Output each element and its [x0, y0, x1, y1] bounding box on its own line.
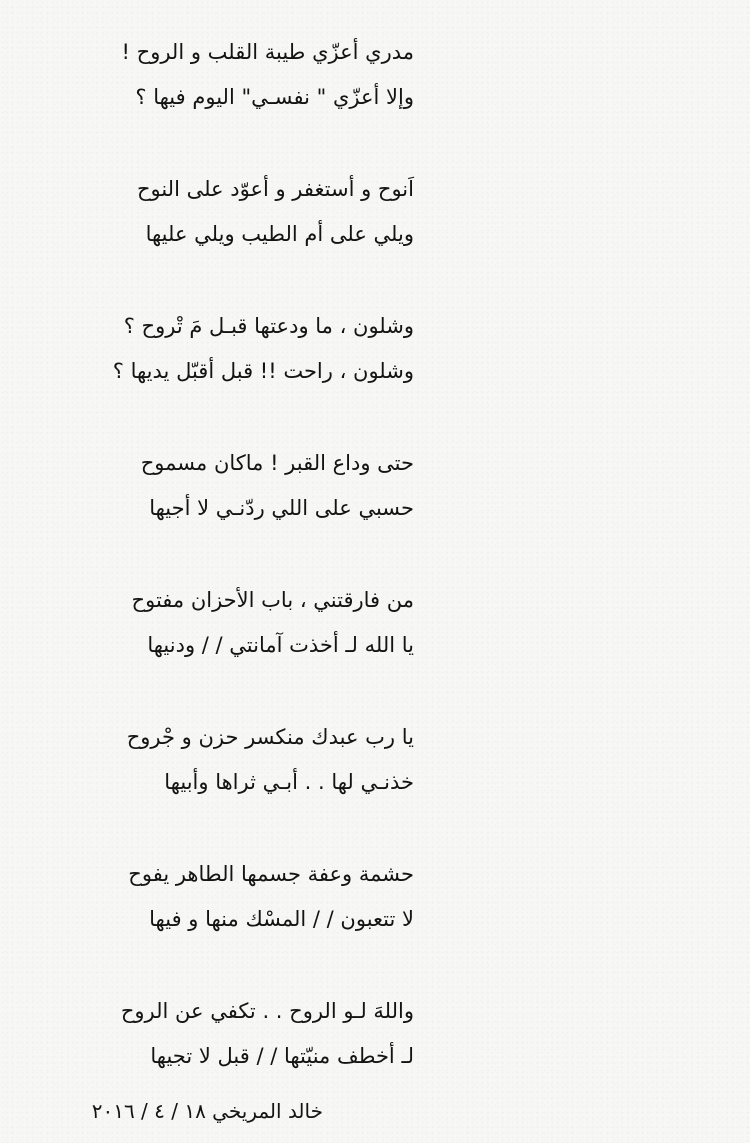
poem-stanza-2	[14, 167, 414, 257]
poem-line: حتى وداع القبر ! ماكان مسموح	[140, 451, 414, 475]
poem-line: لا تتعبون / / المسْك منها و فيها	[149, 907, 414, 931]
poem-stanza-7	[14, 852, 414, 942]
poem-stanza-3	[14, 304, 414, 394]
poet-signature: خالد المريخي ١٨ / ٤ / ٢٠١٦	[91, 1099, 323, 1123]
poem-line: وإلا أعزّي " نفسـي" اليوم فيها ؟	[135, 85, 414, 109]
poem-line: ويلي على أم الطيب ويلي عليها	[145, 222, 414, 246]
poem-line: حسبي على اللي ردّنـي لا أجيها	[149, 496, 414, 520]
poem-line: لـ أخطف منيّتها / / قبل لا تجيها	[150, 1044, 414, 1068]
poem-line: مدري أعزّي طيبة القلب و الروح !	[121, 40, 414, 64]
poem-line: من فارقتني ، باب الأحزان مفتوح	[131, 588, 414, 612]
poem-stanza-1	[14, 30, 414, 120]
poem-line: يا الله لـ أخذت آمانتي / / ودنيها	[147, 633, 414, 657]
poem-line: واللهَ لـو الروح . . تكفي عن الروح	[120, 999, 414, 1023]
poem-stanza-8	[14, 989, 414, 1079]
poem-stanza-4	[14, 441, 414, 531]
poem-stanza-6	[14, 715, 414, 805]
poem-line: اَنوح و أستغفر و أعوّد على النوح	[136, 177, 414, 201]
poem-line: يا رب عبدك منكسر حزن و جْروح	[126, 725, 414, 749]
poem-stanza-5	[14, 578, 414, 668]
poem-line: حشمة وعفة جسمها الطاهر يفوح	[128, 862, 414, 886]
poem	[14, 30, 414, 1126]
poem-line: وشلون ، ما ودعتها قبـل مَ تْروح ؟	[123, 314, 414, 338]
poem-line: وشلون ، راحت !! قبل أقبّل يديها ؟	[112, 359, 414, 383]
poem-line: خذنـي لها . . أبـي ثراها وأبيها	[164, 770, 414, 794]
